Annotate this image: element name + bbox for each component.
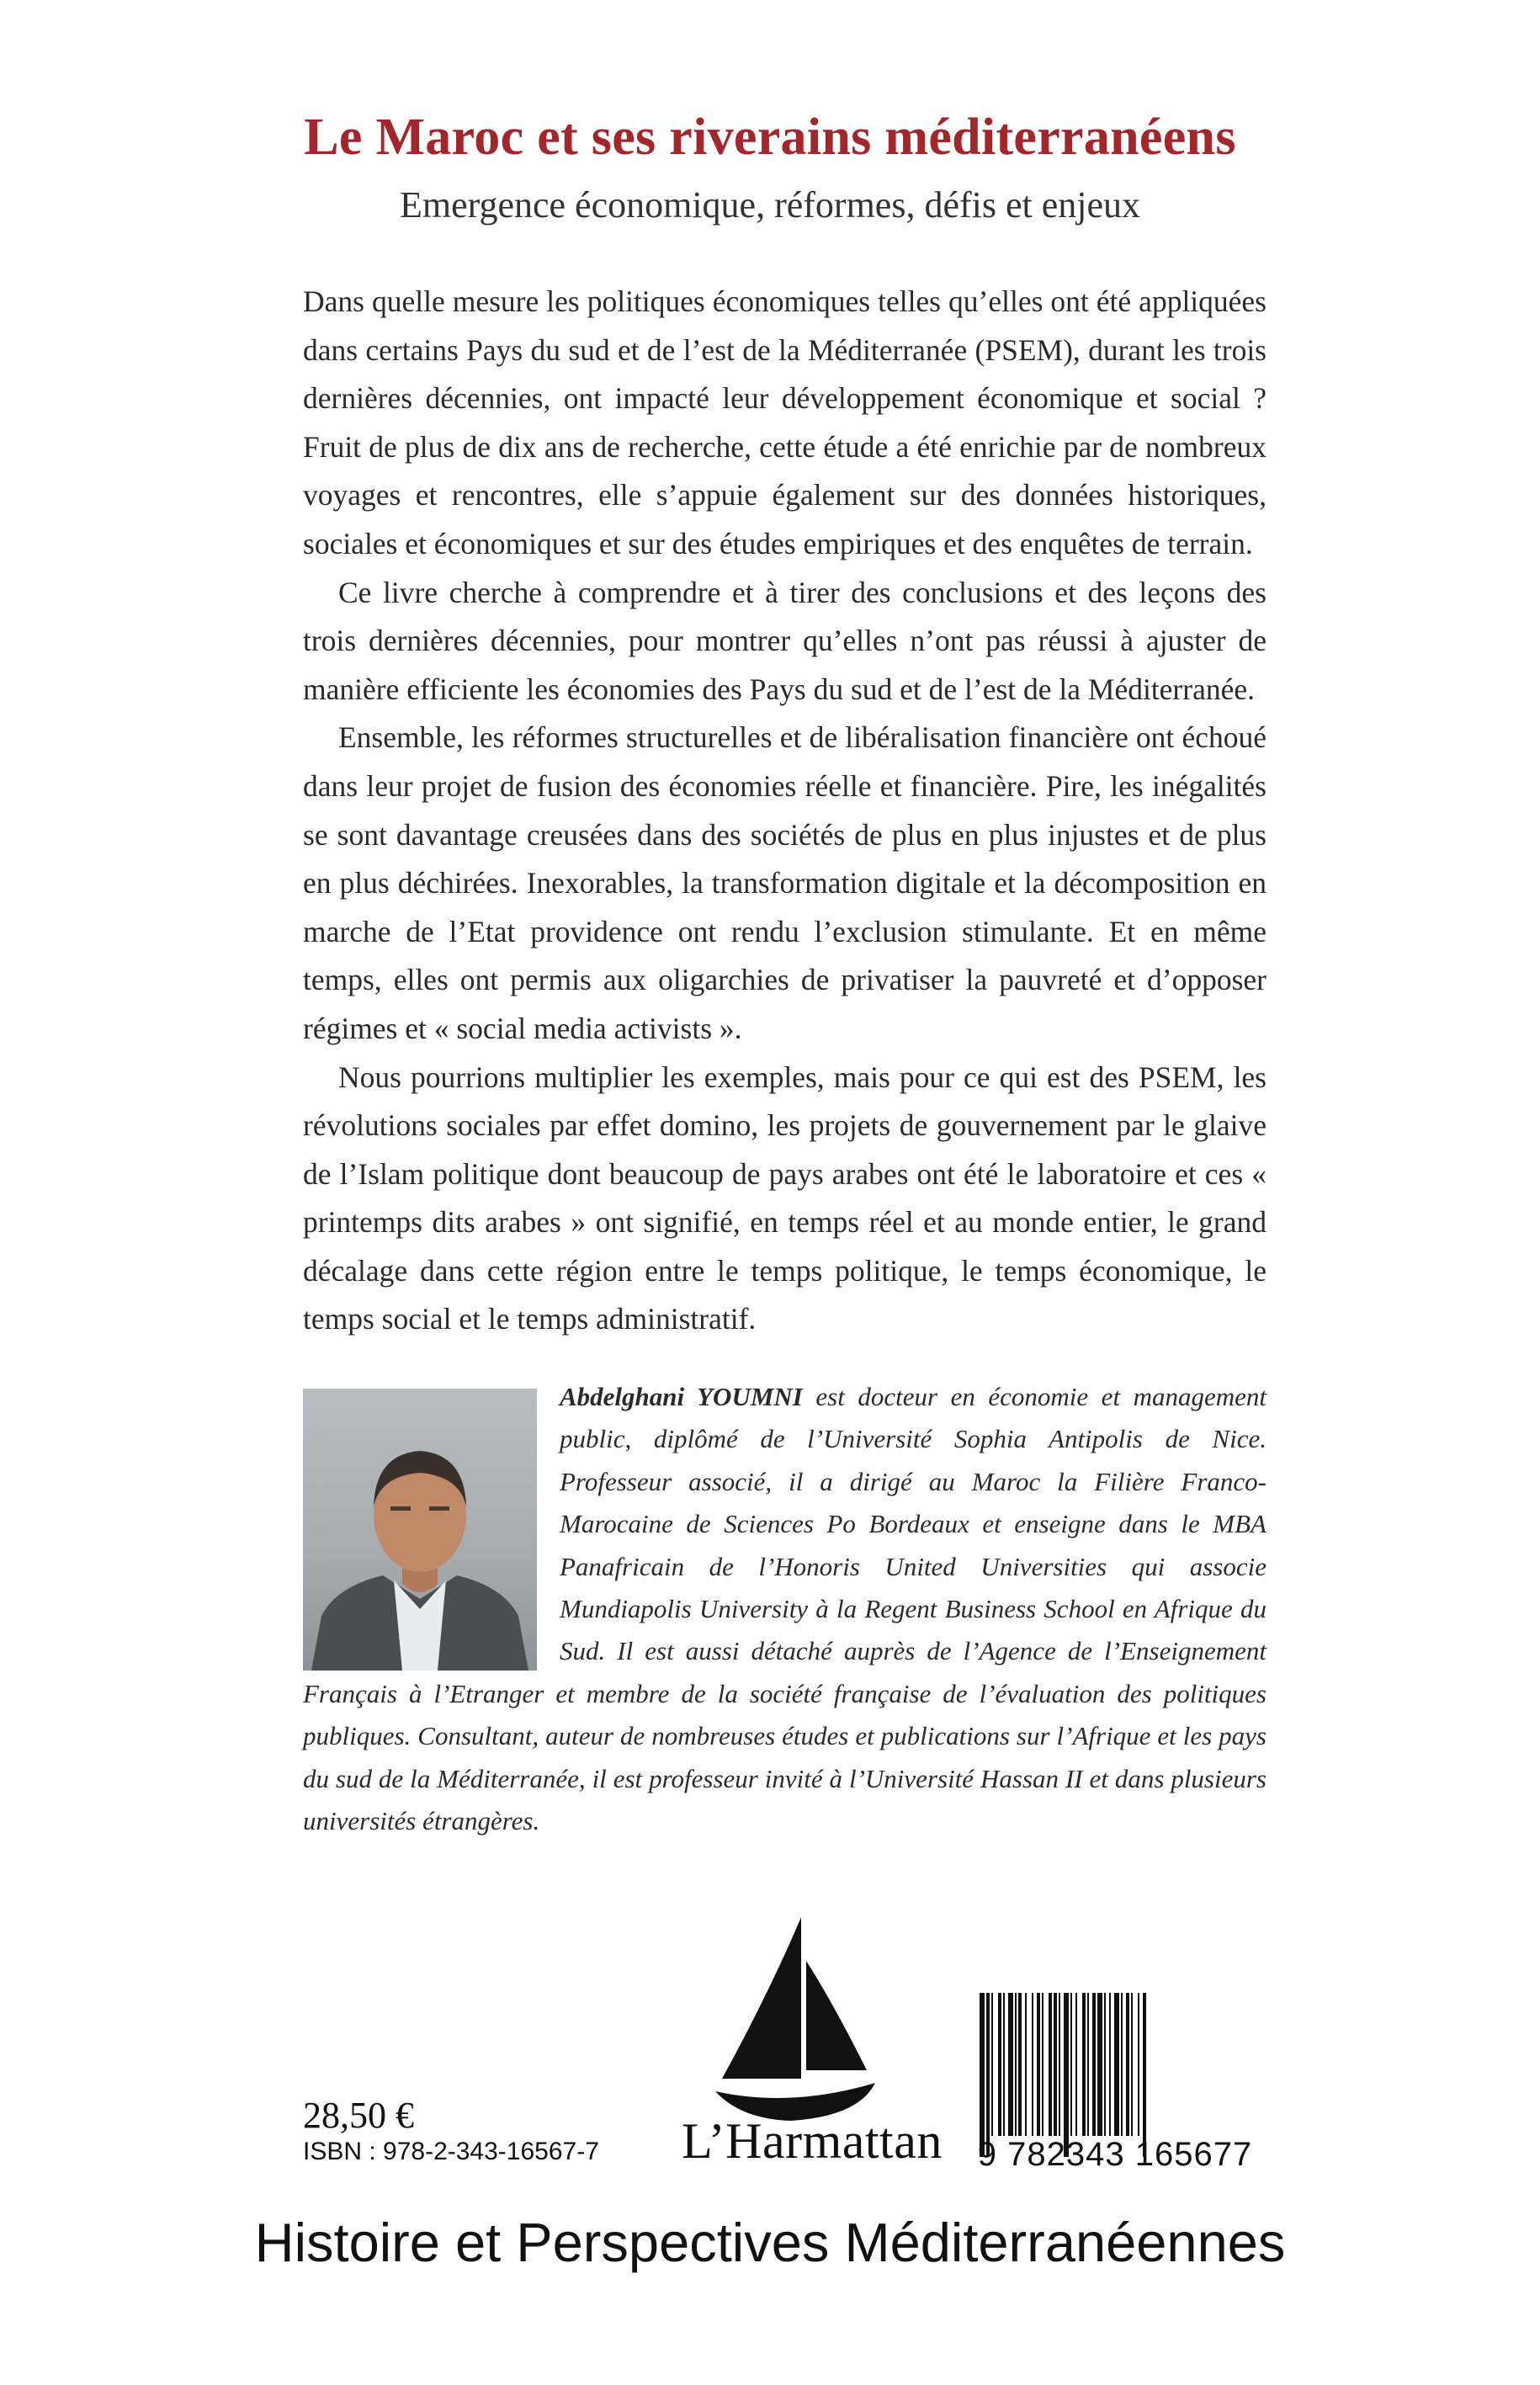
barcode-bar [991,1993,993,2136]
barcode-bar [1025,1993,1027,2136]
barcode-bar [1042,1993,1043,2136]
author-bio-text: est docteur en économie et management public, diplômé de l’Université Sophia Antipolis de Nice. Professeur associé, il a dirigé au Maroc la Filière Franco-Marocaine de Sciences Po Bordeaux et enseigne dans le MBA Panafricain de l’Honoris United Universities qui associe Mundiapolis University à la Regent Business School en Afrique du Sud. Il est aussi détaché auprès de l’Agence de l’Enseignement Français à l’Etranger et membre de la société française de l’évaluation des politiques publiques. Consultant, auteur de nombreuses études et publications sur l’Afrique et les pays du sud de la Méditerranée, il est professeur invité à l’Université Hassan II et dans plusieurs universités étrangères. [303,1382,1267,1836]
barcode-bar [998,1993,1001,2136]
barcode-bar [1059,1993,1060,2136]
barcode-bar [1087,1993,1089,2136]
barcode-bar [1070,1993,1072,2136]
back-cover-summary [303,278,1267,1344]
barcode-bar [1121,1993,1123,2136]
barcode-bar [1126,1993,1129,2136]
barcode-bar [1114,1993,1119,2136]
book-subtitle: Emergence économique, réformes, défis et enjeux [399,184,1141,226]
summary-paragraph: Dans quelle mesure les politiques économiques telles qu’elles ont été appliquées dans certains Pays du sud et de l’est de la Méditerranée (PSEM), durant les trois dernières décennies, ont impacté leur développement économique et social ? Fruit de plus de dix ans de recherche, cette étude a été enrichie par de nombreux voyages et rencontres, elle s’appuie également sur des données historiques, sociales et économiques et sur des études empiriques et des enquêtes de terrain. [303,284,1267,560]
summary-paragraph: Nous pourrions multiplier les exemples, mais pour ce qui est des PSEM, les révolutions sociales par effet domino, les projets de gouvernement par le glaive de l’Islam politique dont beaucoup de pays arabes ont été le laboratoire et ces « printemps dits arabes » ont signifié, en temps réel et au monde entier, le grand décalage dans cette région entre le temps politique, le temps économique, le temps social et le temps administratif. [303,1060,1267,1336]
barcode-bar [1131,1993,1133,2136]
barcode-bar [1104,1993,1106,2136]
barcode-bar [1018,1993,1022,2136]
summary-paragraph: Ce livre cherche à comprendre et à tirer des conclusions et des leçons des trois dernières décennies, pour montrer qu’elles n’ont pas réussi à ajuster de manière efficiente les économies des Pays du sud et de l’est de la Méditerranée. [303,575,1267,706]
barcode-bar [1054,1993,1057,2136]
summary-paragraph: Ensemble, les réformes structurelles et de libéralisation financière ont échoué dans leur projet de fusion des économies réelle et financière. Pire, les inégalités se sont davantage creusées dans des sociétés de plus en plus injustes et de plus en plus déchirées. Inexorables, la transformation digitale et la décomposition en marche de l’Etat providence ont rendu l’exclusion stimulante. Et en même temps, elles ont permis aux oligarchies de privatiser la pauvreté et d’opposer régimes et « social media activists ». [303,720,1267,1045]
barcode-bar [1032,1993,1033,2136]
barcode-bar [1008,1993,1013,2136]
series-name: Histoire et Perspectives Méditerranéennes [254,2212,1286,2273]
author-name: Abdelghani YOUMNI [560,1382,803,1411]
barcode-bar [1092,1993,1096,2136]
barcode-bar [1037,1993,1040,2136]
barcode-bar [1015,1993,1017,2136]
sailboat-logo-icon [707,1910,884,2129]
barcode-bar [1097,1993,1102,2136]
publisher-logo-text: L’Harmattan [682,2113,943,2169]
barcode-bar [980,1993,985,2157]
price: 28,50 € [303,2095,414,2136]
author-biography [303,1376,1267,1842]
barcode-bar [1082,1993,1086,2136]
barcode-bar [1138,1993,1139,2136]
barcode-bar [1075,1993,1077,2136]
barcode-bar [1109,1993,1111,2136]
barcode-bar [1003,1993,1005,2136]
barcode-bar [1064,1993,1069,2157]
barcode-bar [1143,1993,1146,2157]
book-title: Le Maroc et ses riverains méditerranéens [304,109,1236,166]
barcode-bar [986,1993,990,2157]
barcode-bar [1049,1993,1052,2136]
isbn: ISBN : 978-2-343-16567-7 [303,2138,599,2165]
barcode-number: 9 782343 165677 [977,2136,1253,2173]
